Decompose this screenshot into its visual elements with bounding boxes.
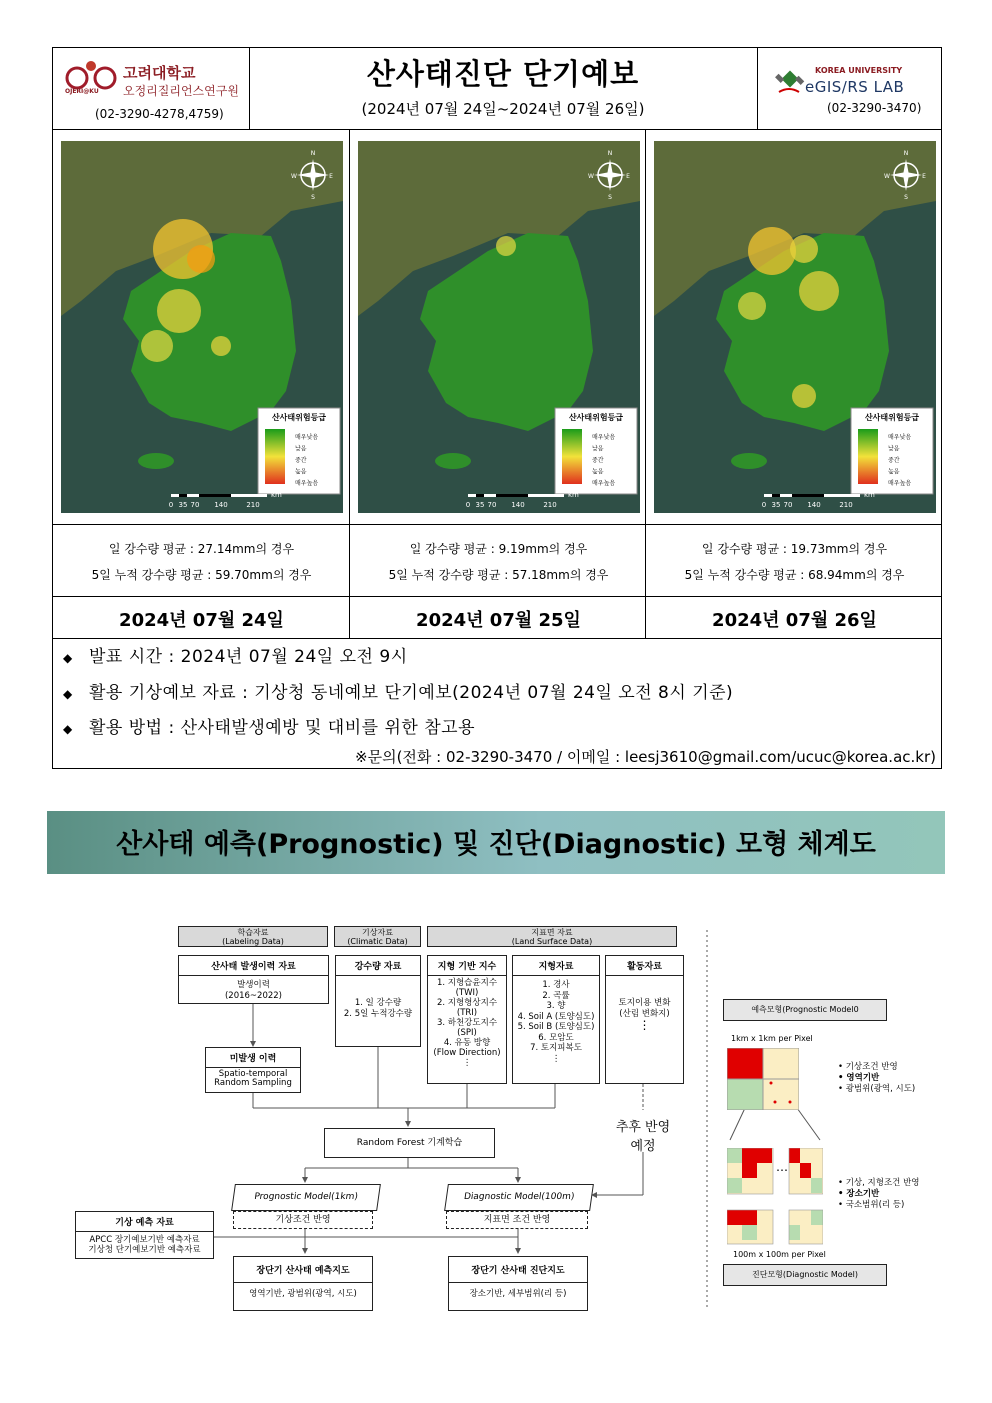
note-text: 활용 방법 : 산사태발생예방 및 대비를 위한 참고용 [89, 718, 475, 738]
legend-item: 매우높음 [888, 480, 912, 487]
scale-tick-label: 210 [246, 501, 260, 509]
terrain-index-box: 지형 기반 지수 1. 지형습윤지수 (TWI) 2. 지형형상지수 (TRI) 3. 하천강도지수 (SPI) 4. 유동 방향 (Flow Direction) ⋮ [427, 955, 507, 1084]
bullet-icon: ◆ [63, 687, 73, 701]
banner-title: 산사태 예측(Prognostic) 및 진단(Diagnostic) 모형 체계도 [116, 829, 876, 860]
compass-letter: W [291, 173, 297, 180]
scale-tick-label: 140 [214, 501, 228, 509]
org-institute: 오정리질리언스연구원 [123, 84, 239, 98]
diagnostic-sub: 지표면 조건 반영 [446, 1211, 588, 1229]
scale-tick-label: 35 [771, 501, 781, 509]
scale-tick-label: 140 [511, 501, 525, 509]
scale-tick-label: 210 [543, 501, 557, 509]
diagnostic-map-box: 장단기 산사태 진단지도 장소기반, 세부범위(리 등) [448, 1256, 588, 1311]
bullet-icon: ◆ [63, 722, 73, 736]
compass-letter: E [329, 173, 333, 180]
prognostic-sub: 기상조건 반영 [233, 1211, 373, 1229]
legend-item: 매우낮음 [592, 434, 616, 441]
diagnostic-features: • 기상, 지형조건 반영 • 장소기반 • 국소범위(리 등) [838, 1178, 920, 1210]
compass-letter: W [588, 173, 594, 180]
legend-title: 산사태위험등급 [271, 413, 327, 422]
terrain-data-box: 지형자료 1. 경사 2. 곡률 3. 향 4. Soil A (토양심도) 5. Soil B (토양심도) 6. 모암도 7. 토지피복도 ⋮ [512, 955, 600, 1084]
right-phone: (02-3290-3470) [827, 101, 922, 115]
prognostic-model-box: Prognostic Model(1km) [231, 1184, 381, 1211]
legend-title: 산사태위험등급 [568, 413, 624, 422]
non-occurrence-box: 미발생 이력 Spatio-temporal Random Sampling [205, 1047, 301, 1093]
scale-tick-label: 70 [783, 501, 793, 509]
future-note: 추후 반영 예정 [615, 1120, 671, 1154]
diagnostic-model-box: Diagnostic Model(100m) [444, 1184, 594, 1211]
legend-item: 매우낮음 [295, 434, 319, 441]
forecast-period: (2024년 07월 24일~2024년 07월 26일) [361, 100, 645, 118]
labeling-data-header: 학습자료 (Labeling Data) [178, 926, 328, 947]
note-text: 활용 기상예보 자료 : 기상청 동네예보 단기예보(2024년 07월 24일 오전 8시 기준) [89, 683, 734, 703]
legend-item: 매우낮음 [888, 434, 912, 441]
prognostic-map-box: 장단기 산사태 예측지도 영역기반, 광범위(광역, 시도) [233, 1256, 373, 1311]
legend-item: 낮음 [295, 445, 307, 453]
date-day1: 2024년 07월 24일 [119, 610, 284, 631]
legend-item: 낮음 [592, 445, 604, 453]
compass-letter: S [608, 194, 612, 201]
lab-label: eGIS/RS LAB [805, 78, 905, 96]
five-day-rain-day1: 5일 누적 강수량 평균 : 59.70mm의 경우 [91, 568, 312, 582]
contact-info: ※문의(전화 : 02-3290-3470 / 이메일 : leesj3610@gmail.com/ucuc@korea.ac.kr) [355, 748, 936, 766]
fine-grid-icon [727, 1148, 823, 1246]
compass-letter: N [903, 150, 909, 157]
left-phone: (02-3290-4278,4759) [95, 107, 224, 121]
daily-rain-day2: 일 강수량 평균 : 9.19mm의 경우 [409, 542, 588, 556]
ojeri-logo-text: OJERI@KU [65, 88, 99, 95]
date-day3: 2024년 07월 26일 [712, 610, 877, 631]
legend-item: 매우높음 [295, 480, 319, 487]
scale-tick-label: 35 [475, 501, 485, 509]
scale-unit: km [568, 491, 579, 499]
five-day-rain-day3: 5일 누적 강수량 평균 : 68.94mm의 경우 [684, 568, 905, 582]
fine-resolution: 100m x 100m per Pixel [733, 1250, 826, 1259]
diagnostic-label: 진단모형(Diagnostic Model) [723, 1264, 887, 1286]
legend-item: 높음 [888, 468, 900, 476]
scale-unit: km [271, 491, 282, 499]
rain-data-box: 강수량 자료 1. 일 강수량 2. 5일 누적강수량 [335, 955, 421, 1047]
compass-letter: W [884, 173, 890, 180]
daily-rain-day3: 일 강수량 평균 : 19.73mm의 경우 [701, 542, 888, 556]
compass-letter: E [626, 173, 630, 180]
scale-tick-label: 210 [839, 501, 853, 509]
history-data-box: 산사태 발생이력 자료 발생이력 (2016~2022) [178, 955, 329, 1004]
bullet-icon: ◆ [63, 651, 73, 665]
coarse-grid-icon [727, 1048, 799, 1110]
prognostic-label: 예측모형(Prognostic Model0 [723, 999, 887, 1021]
compass-letter: N [310, 150, 316, 157]
note-text: 발표 시간 : 2024년 07월 24일 오전 9시 [89, 647, 408, 667]
compass-letter: S [904, 194, 908, 201]
univ-label: KOREA UNIVERSITY [815, 66, 903, 75]
scale-tick-label: 0 [465, 501, 471, 509]
org-name: 고려대학교 [123, 64, 196, 82]
daily-rain-day1: 일 강수량 평균 : 27.14mm의 경우 [108, 542, 295, 556]
coarse-resolution: 1km x 1km per Pixel [731, 1034, 813, 1043]
prognostic-features: • 기상조건 반영 • 영역기반 • 광범위(광역, 시도) [838, 1062, 916, 1094]
five-day-rain-day2: 5일 누적 강수량 평균 : 57.18mm의 경우 [388, 568, 609, 582]
scale-tick-label: 0 [761, 501, 767, 509]
legend-item: 중간 [888, 457, 900, 464]
scale-tick-label: 140 [807, 501, 821, 509]
ellipsis-icon: … [776, 1160, 788, 1174]
forecast-data-box: 기상 예측 자료 APCC 장기예보기반 예측자료 기상청 단기예보기반 예측자료 [75, 1211, 214, 1259]
legend-item: 매우높음 [592, 480, 616, 487]
page-title: 산사태진단 단기예보 [366, 57, 640, 91]
legend-title: 산사태위험등급 [864, 413, 920, 422]
legend-item: 높음 [295, 468, 307, 476]
compass-letter: N [607, 150, 613, 157]
compass-letter: S [311, 194, 315, 201]
scale-unit: km [864, 491, 875, 499]
scale-tick-label: 0 [168, 501, 174, 509]
surface-data-header: 지표면 자료 (Land Surface Data) [427, 926, 677, 947]
legend-item: 중간 [592, 457, 604, 464]
scale-tick-label: 70 [487, 501, 497, 509]
legend-item: 중간 [295, 457, 307, 464]
compass-letter: E [922, 173, 926, 180]
legend-item: 낮음 [888, 445, 900, 453]
random-forest-box: Random Forest 기계학습 [324, 1128, 495, 1158]
scale-tick-label: 70 [190, 501, 200, 509]
date-day2: 2024년 07월 25일 [416, 610, 581, 631]
legend-item: 높음 [592, 468, 604, 476]
activity-data-box: 활동자료 토지이용 변화 (산림 변화지) ⋮ [605, 955, 684, 1084]
climatic-data-header: 기상자료 (Climatic Data) [334, 926, 421, 947]
scale-tick-label: 35 [178, 501, 188, 509]
